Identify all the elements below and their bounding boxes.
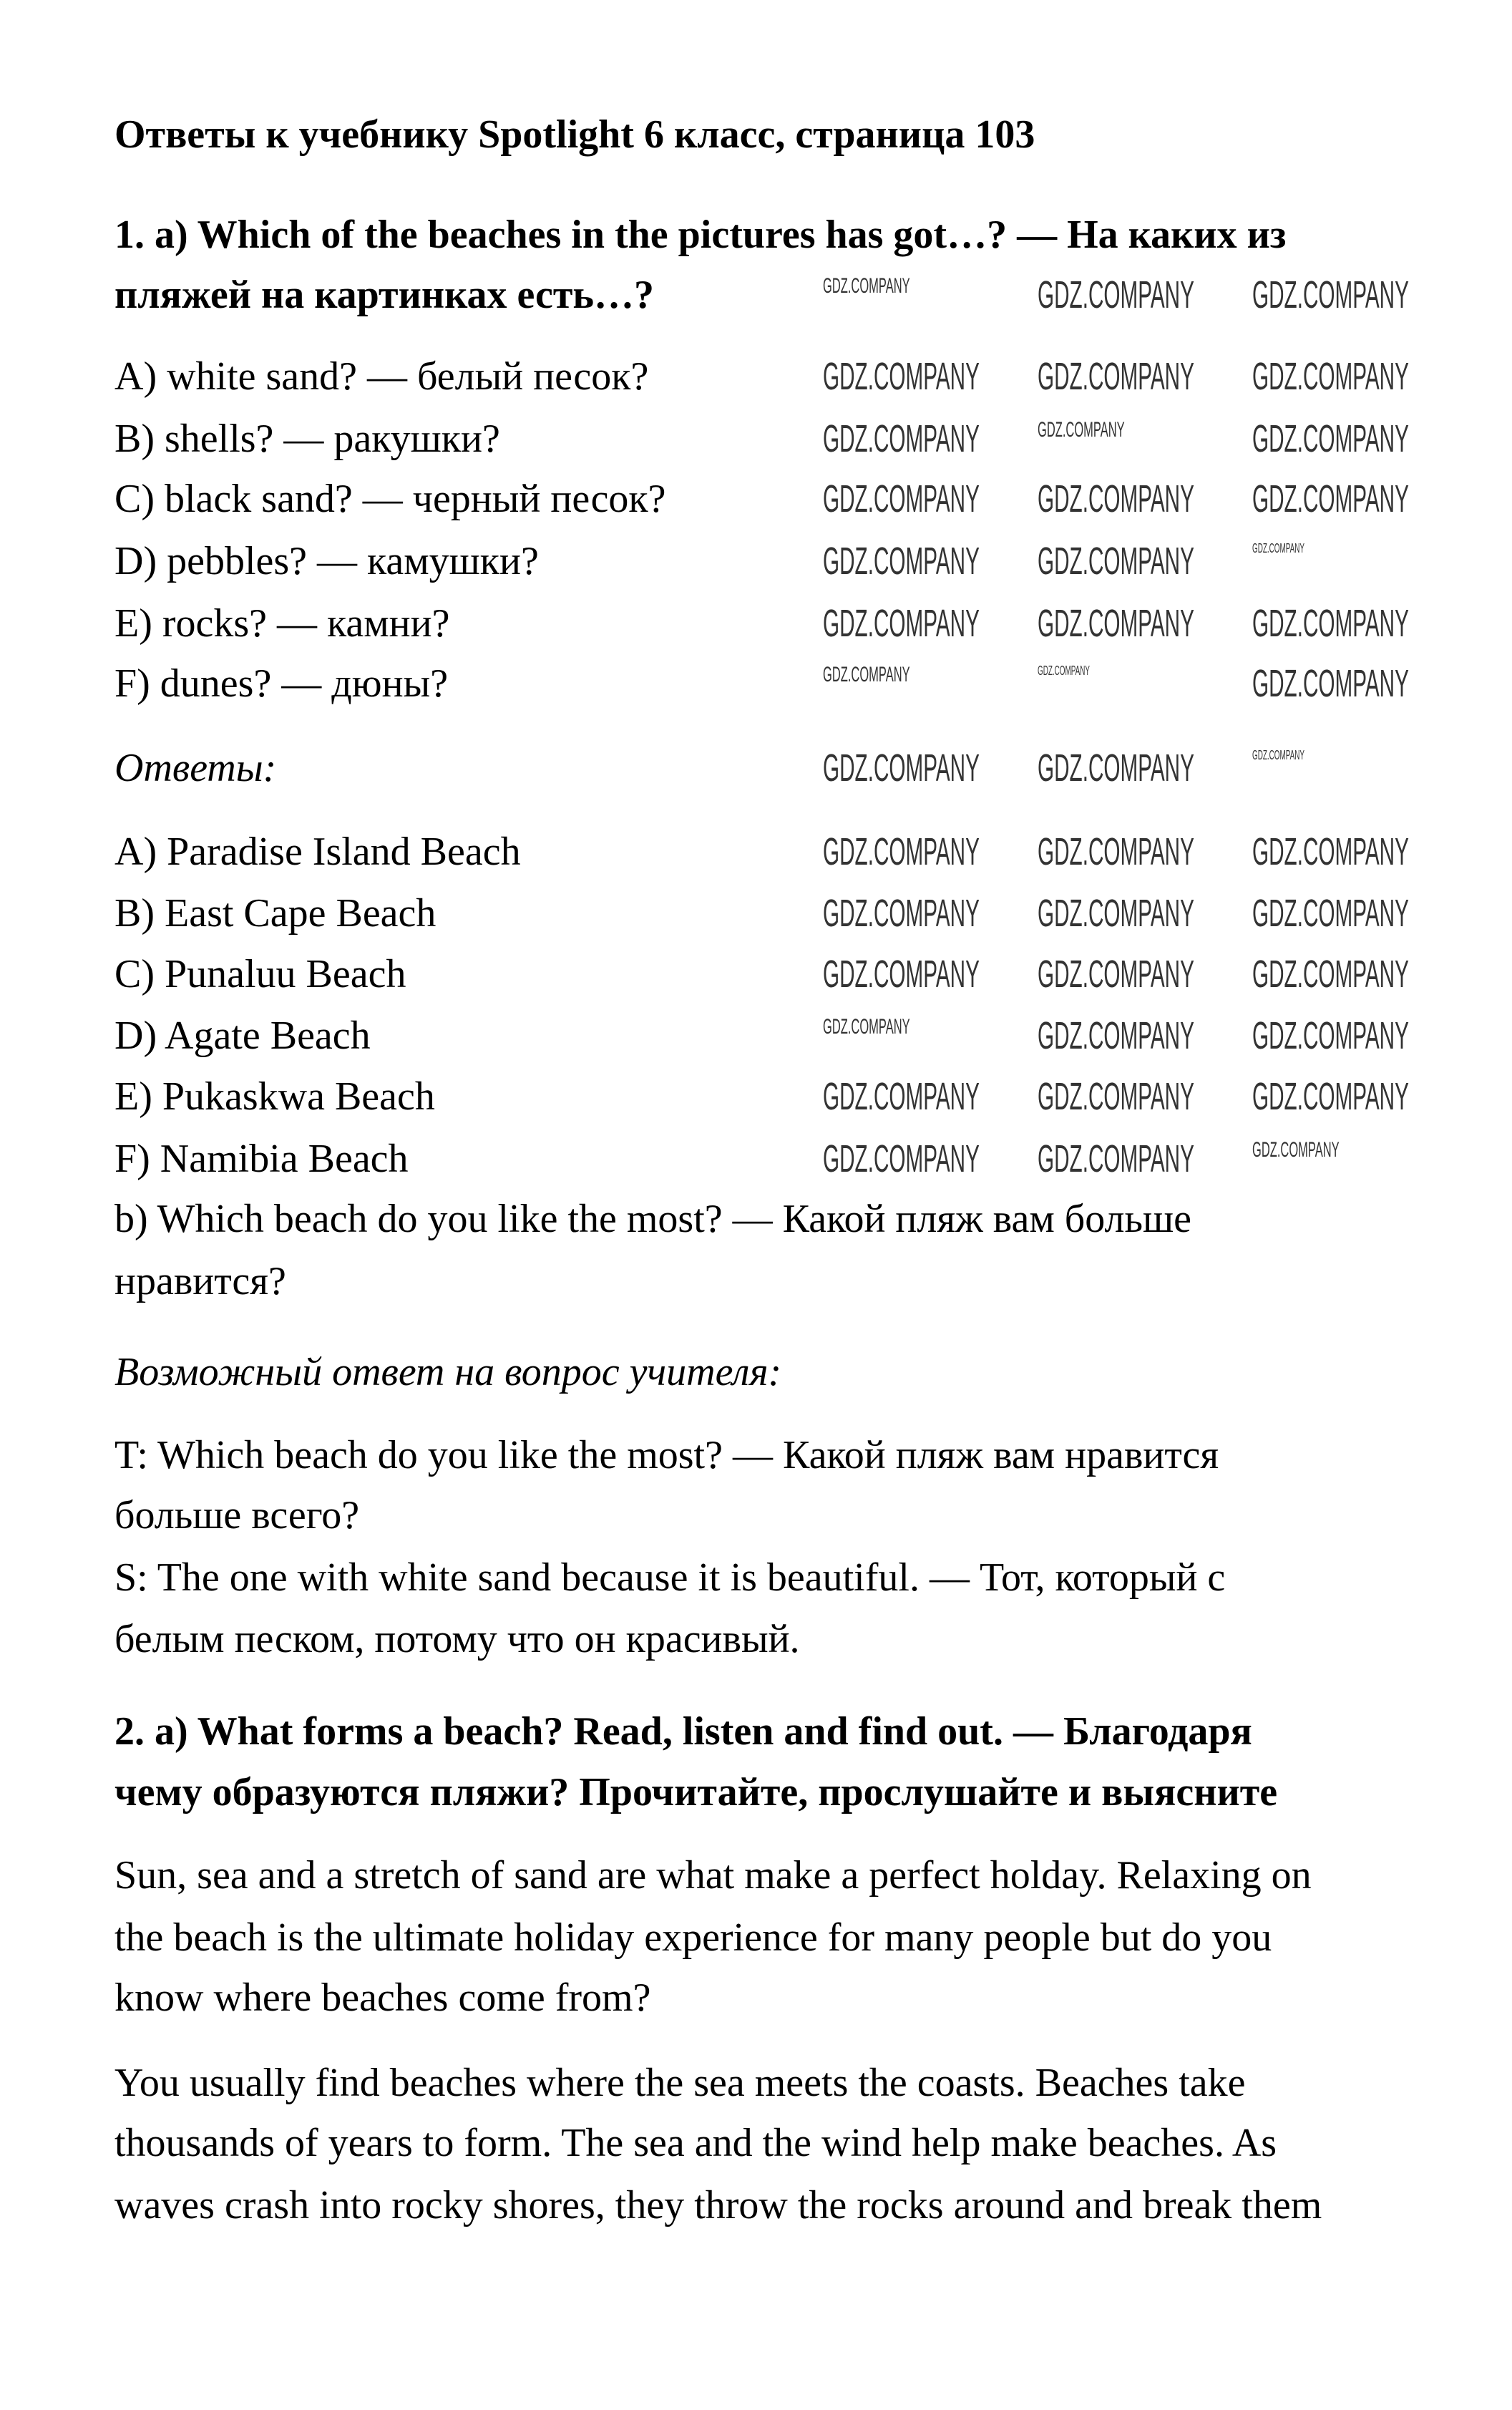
watermark-text: GDZ.COMPANY [823, 542, 980, 583]
watermark-text: GDZ.COMPANY [1252, 419, 1409, 460]
watermark-text: GDZ.COMPANY [823, 664, 910, 686]
watermark [823, 894, 995, 936]
watermark [823, 604, 995, 646]
watermark [823, 480, 995, 521]
question-item: B) shells? — ракушки? [114, 417, 500, 461]
text-line: know where beaches come from? [114, 1976, 651, 2020]
possible-answer-label: Возможный ответ на вопрос учителя: [114, 1350, 782, 1394]
watermark-text: GDZ.COMPANY [823, 955, 980, 996]
watermark [1252, 1140, 1424, 1181]
answer-item: F) Namibia Beach [114, 1137, 409, 1181]
watermark-text: GDZ.COMPANY [1252, 542, 1304, 555]
task2-heading: 2. a) What forms a beach? Read, listen and find out. — Благодаря [114, 1709, 1252, 1754]
watermark-text: GDZ.COMPANY [1038, 894, 1194, 935]
watermark [1252, 276, 1424, 317]
watermark-text: GDZ.COMPANY [1038, 664, 1090, 678]
watermark-text: GDZ.COMPANY [1252, 749, 1304, 762]
text-line: thousands of years to form. The sea and the wind help make beaches. As [114, 2121, 1277, 2165]
answer-item: A) Paradise Island Beach [114, 830, 521, 874]
watermark-text: GDZ.COMPANY [1038, 480, 1194, 520]
watermark [1038, 542, 1209, 583]
watermark-text: GDZ.COMPANY [823, 419, 980, 460]
watermark-text: GDZ.COMPANY [1252, 955, 1409, 996]
watermark-text: GDZ.COMPANY [1038, 832, 1194, 873]
task1-heading-cont: пляжей на картинках есть…? [114, 273, 655, 317]
watermark-text: GDZ.COMPANY [1038, 1016, 1194, 1057]
watermark-text: GDZ.COMPANY [823, 357, 980, 398]
watermark-text: GDZ.COMPANY [823, 604, 980, 645]
watermark [1252, 894, 1424, 936]
watermark-text: GDZ.COMPANY [1038, 419, 1125, 442]
question-item: C) black sand? — черный песок? [114, 477, 666, 521]
watermark [1038, 664, 1209, 706]
text-line: Sun, sea and a stretch of sand are what make a perfect holday. Relaxing on [114, 1853, 1312, 1898]
question-item: E) rocks? — камни? [114, 601, 450, 646]
watermark [1038, 832, 1209, 874]
watermark-text: GDZ.COMPANY [1252, 832, 1409, 873]
watermark [1252, 749, 1424, 790]
teacher-line-cont: больше всего? [114, 1493, 360, 1537]
watermark-text: GDZ.COMPANY [1252, 357, 1409, 398]
task1b-question: b) Which beach do you like the most? — Какой пляж вам больше [114, 1197, 1191, 1241]
watermark [1252, 955, 1424, 996]
watermark-text: GDZ.COMPANY [1038, 1140, 1194, 1180]
watermark [1252, 664, 1424, 706]
watermark [1038, 749, 1209, 790]
watermark [1252, 1077, 1424, 1119]
watermark-text: GDZ.COMPANY [823, 1140, 980, 1180]
watermark-text: GDZ.COMPANY [823, 1016, 910, 1039]
watermark-text: GDZ.COMPANY [1038, 542, 1194, 583]
watermark-text: GDZ.COMPANY [1252, 664, 1409, 705]
student-line: S: The one with white sand because it is beautiful. — Тот, который с [114, 1555, 1226, 1600]
watermark [823, 542, 995, 583]
task1b-question-cont: нравится? [114, 1259, 286, 1303]
watermark-text: GDZ.COMPANY [1252, 480, 1409, 520]
watermark [1038, 1016, 1209, 1058]
task2-heading-cont: чему образуются пляжи? Прочитайте, прослушайте и выясните [114, 1770, 1278, 1814]
watermark-text: GDZ.COMPANY [823, 276, 910, 298]
watermark [823, 419, 995, 461]
watermark-text: GDZ.COMPANY [1252, 604, 1409, 645]
watermark [1252, 604, 1424, 646]
watermark-text: GDZ.COMPANY [1038, 357, 1194, 398]
watermark [1038, 276, 1209, 317]
watermark-text: GDZ.COMPANY [823, 1077, 980, 1118]
watermark [1252, 419, 1424, 461]
watermark [823, 1140, 995, 1181]
watermark [1252, 1016, 1424, 1058]
watermark [1038, 955, 1209, 996]
watermark-text: GDZ.COMPANY [1038, 604, 1194, 645]
watermark-text: GDZ.COMPANY [1038, 1077, 1194, 1118]
watermark-text: GDZ.COMPANY [1252, 1016, 1409, 1057]
question-item: A) white sand? — белый песок? [114, 354, 649, 399]
watermark-text: GDZ.COMPANY [1252, 1140, 1340, 1162]
watermark-text: GDZ.COMPANY [1038, 276, 1194, 316]
watermark [1038, 480, 1209, 521]
watermark [823, 357, 995, 399]
watermark [1038, 1077, 1209, 1119]
watermark [1252, 832, 1424, 874]
watermark [823, 664, 995, 706]
watermark-text: GDZ.COMPANY [1038, 749, 1194, 789]
teacher-line: T: Which beach do you like the most? — Какой пляж вам нравится [114, 1433, 1219, 1477]
text-line: the beach is the ultimate holiday experience for many people but do you [114, 1915, 1272, 1960]
answer-item: E) Pukaskwa Beach [114, 1074, 435, 1119]
watermark [1038, 894, 1209, 936]
watermark [1252, 357, 1424, 399]
watermark [823, 1016, 995, 1058]
watermark-text: GDZ.COMPANY [1038, 955, 1194, 996]
watermark [1038, 419, 1209, 461]
answer-item: D) Agate Beach [114, 1014, 371, 1058]
student-line-cont: белым песком, потому что он красивый. [114, 1617, 800, 1661]
text-line: You usually find beaches where the sea meets the coasts. Beaches take [114, 2061, 1246, 2105]
watermark-text: GDZ.COMPANY [1252, 276, 1409, 316]
watermark [823, 749, 995, 790]
text-line: waves crash into rocky shores, they throw the rocks around and break them [114, 2183, 1322, 2227]
watermark-text: GDZ.COMPANY [1252, 894, 1409, 935]
watermark-text: GDZ.COMPANY [823, 894, 980, 935]
watermark-text: GDZ.COMPANY [823, 832, 980, 873]
watermark-text: GDZ.COMPANY [823, 749, 980, 789]
watermark [1038, 604, 1209, 646]
question-item: F) dunes? — дюны? [114, 661, 449, 706]
watermark [823, 955, 995, 996]
watermark [1252, 480, 1424, 521]
watermark [1038, 357, 1209, 399]
watermark-text: GDZ.COMPANY [823, 480, 980, 520]
watermark [823, 1077, 995, 1119]
watermark [823, 832, 995, 874]
page-title: Ответы к учебнику Spotlight 6 класс, страница 103 [114, 112, 1035, 157]
watermark [1038, 1140, 1209, 1181]
watermark-text: GDZ.COMPANY [1252, 1077, 1409, 1118]
watermark [823, 276, 995, 317]
watermark [1252, 542, 1424, 583]
question-item: D) pebbles? — камушки? [114, 539, 539, 583]
answers-label: Ответы: [114, 746, 277, 790]
answer-item: C) Punaluu Beach [114, 952, 406, 996]
task1-heading: 1. a) Which of the beaches in the pictures has got…? — На каких из [114, 213, 1287, 257]
answer-item: B) East Cape Beach [114, 891, 436, 936]
